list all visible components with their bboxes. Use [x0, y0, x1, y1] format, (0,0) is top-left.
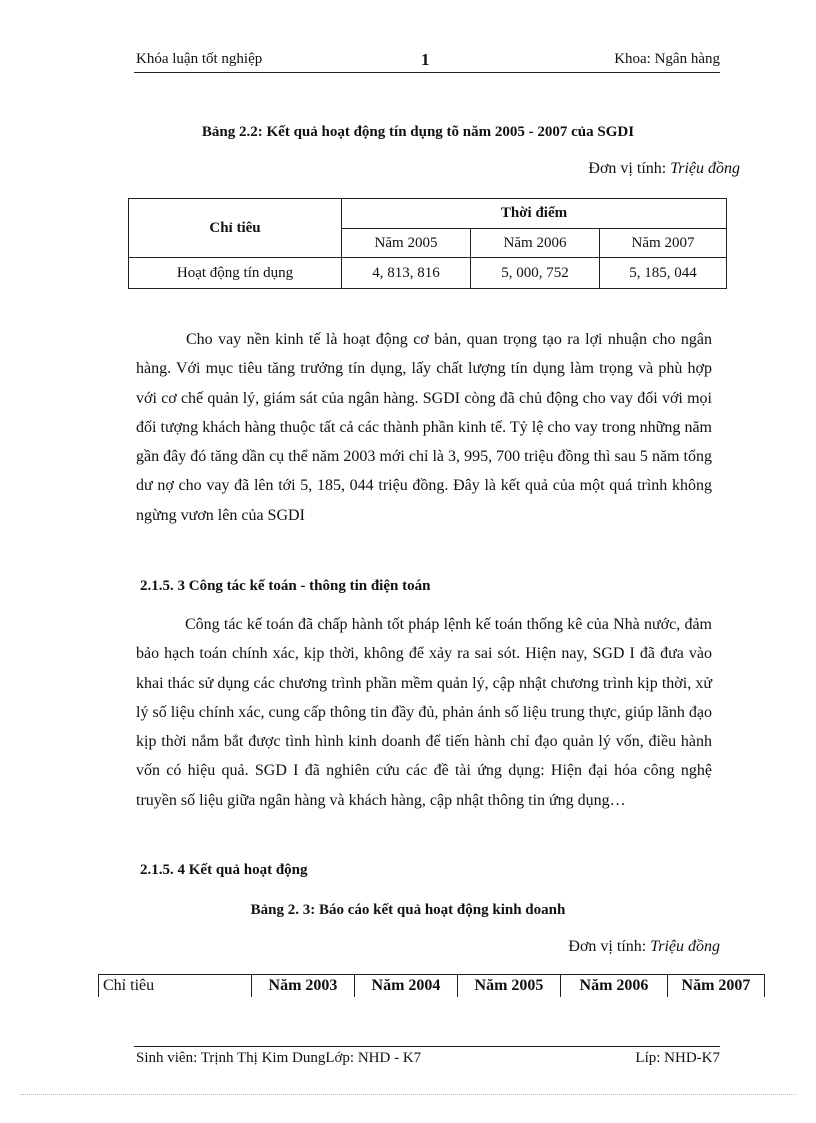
- table1-col-group: Thời điểm: [342, 199, 727, 229]
- page-footer: [134, 1046, 720, 1071]
- table2-col-chitieu: Chỉ tiêu: [99, 975, 252, 998]
- footer-student: Sinh viên: Trịnh Thị Kim DungLớp: NHD - K7: [136, 1050, 422, 1066]
- header-faculty: Khoa: Ngân hàng: [614, 51, 720, 67]
- table2-col-2007: Năm 2007: [668, 975, 765, 998]
- table2-unit: [568, 938, 720, 956]
- table1-year-2007: Năm 2007: [600, 229, 727, 258]
- table2-col-2006: Năm 2006: [561, 975, 668, 998]
- table2-caption: Bảng 2. 3: Báo cáo kết quả hoạt động kinh doanh: [250, 902, 566, 918]
- table2-unit-label: Đơn vị tính:: [568, 938, 651, 955]
- table2-col-2004: Năm 2004: [355, 975, 458, 998]
- table1-col-chitieu: Chỉ tiêu: [129, 199, 342, 258]
- credit-paragraph-text: Cho vay nền kinh tế là hoạt động cơ bản, quan trọng tạo ra lợi nhuận cho ngân hàng. Với mục tiêu tăng trưởng tín dụng, lấy chất lượng tín dụng làm trọng và phù hợp với cơ chế quản lý, giám sát của ngân hàng. SGDI còng đã chủ động cho vay đối với mọi đối tượng khách hàng thuộc tất cả các thành phần kinh tế. Tỷ lệ cho vay trong những năm gần đây đó tăng dần cụ thể năm 2003 mới chỉ là 3, 995, 700 triệu đồng thì sau 5 năm tổng dư nợ cho vay đã lên tới 5, 185, 044 triệu đồng. Đây là kết quả của một quá trình không ngừng vươn lên của SGDI: [136, 331, 712, 524]
- page-edge-divider: [20, 1094, 796, 1095]
- table2-col-2003: Năm 2003: [252, 975, 355, 998]
- table1-row-label: Hoạt động tín dụng: [129, 258, 342, 289]
- business-results-table: [98, 974, 765, 997]
- table2-col-2005: Năm 2005: [458, 975, 561, 998]
- table1-year-2005: Năm 2005: [342, 229, 471, 258]
- footer-class: Líp: NHD-K7: [635, 1050, 720, 1066]
- table2-unit-value: Triệu đồng: [650, 938, 720, 955]
- section-2153-heading: 2.1.5. 3 Công tác kế toán - thông tin điện toán: [140, 578, 431, 594]
- accounting-paragraph-text: Công tác kế toán đã chấp hành tốt pháp lệnh kế toán thống kê của Nhà nước, đảm bảo hạch toán chính xác, kịp thời, không để xảy ra sai sót. Hiện nay, SGD I đã đưa vào khai thác sử dụng các chương trình phần mềm quản lý, cập nhật chương trình kịp thời, xử lý số liệu chính xác, cung cấp thông tin đầy đủ, phản ánh số liệu trung thực, giúp lãnh đạo kịp thời nắm bắt được tình hình kinh doanh để tiến hành chỉ đạo quản lý vốn, điều hành vốn có hiệu quả. SGD I đã nghiên cứu các đề tài ứng dụng: Hiện đại hóa công nghệ truyền số liệu giữa ngân hàng và khách hàng, cập nhật thông tin ứng dụng…: [136, 616, 712, 809]
- table1-unit-label: Đơn vị tính:: [588, 160, 671, 177]
- table1-value-2006: 5, 000, 752: [471, 258, 600, 289]
- accounting-paragraph: [136, 610, 712, 815]
- header-thesis-title: Khóa luận tốt nghiệp: [136, 51, 263, 67]
- credit-results-table: [128, 198, 727, 289]
- table1-caption: Bảng 2.2: Kết quả hoạt động tín dụng tõ năm 2005 - 2007 của SGDI: [201, 124, 635, 140]
- table1-unit: [588, 160, 740, 178]
- table1-unit-value: Triệu đồng: [670, 160, 740, 177]
- credit-paragraph: [136, 325, 712, 530]
- page-header: [134, 50, 720, 73]
- table1-year-2006: Năm 2006: [471, 229, 600, 258]
- table1-value-2007: 5, 185, 044: [600, 258, 727, 289]
- table1-value-2005: 4, 813, 816: [342, 258, 471, 289]
- section-2154-heading: 2.1.5. 4 Kết quả hoạt động: [140, 862, 308, 878]
- page-number: 1: [421, 50, 430, 69]
